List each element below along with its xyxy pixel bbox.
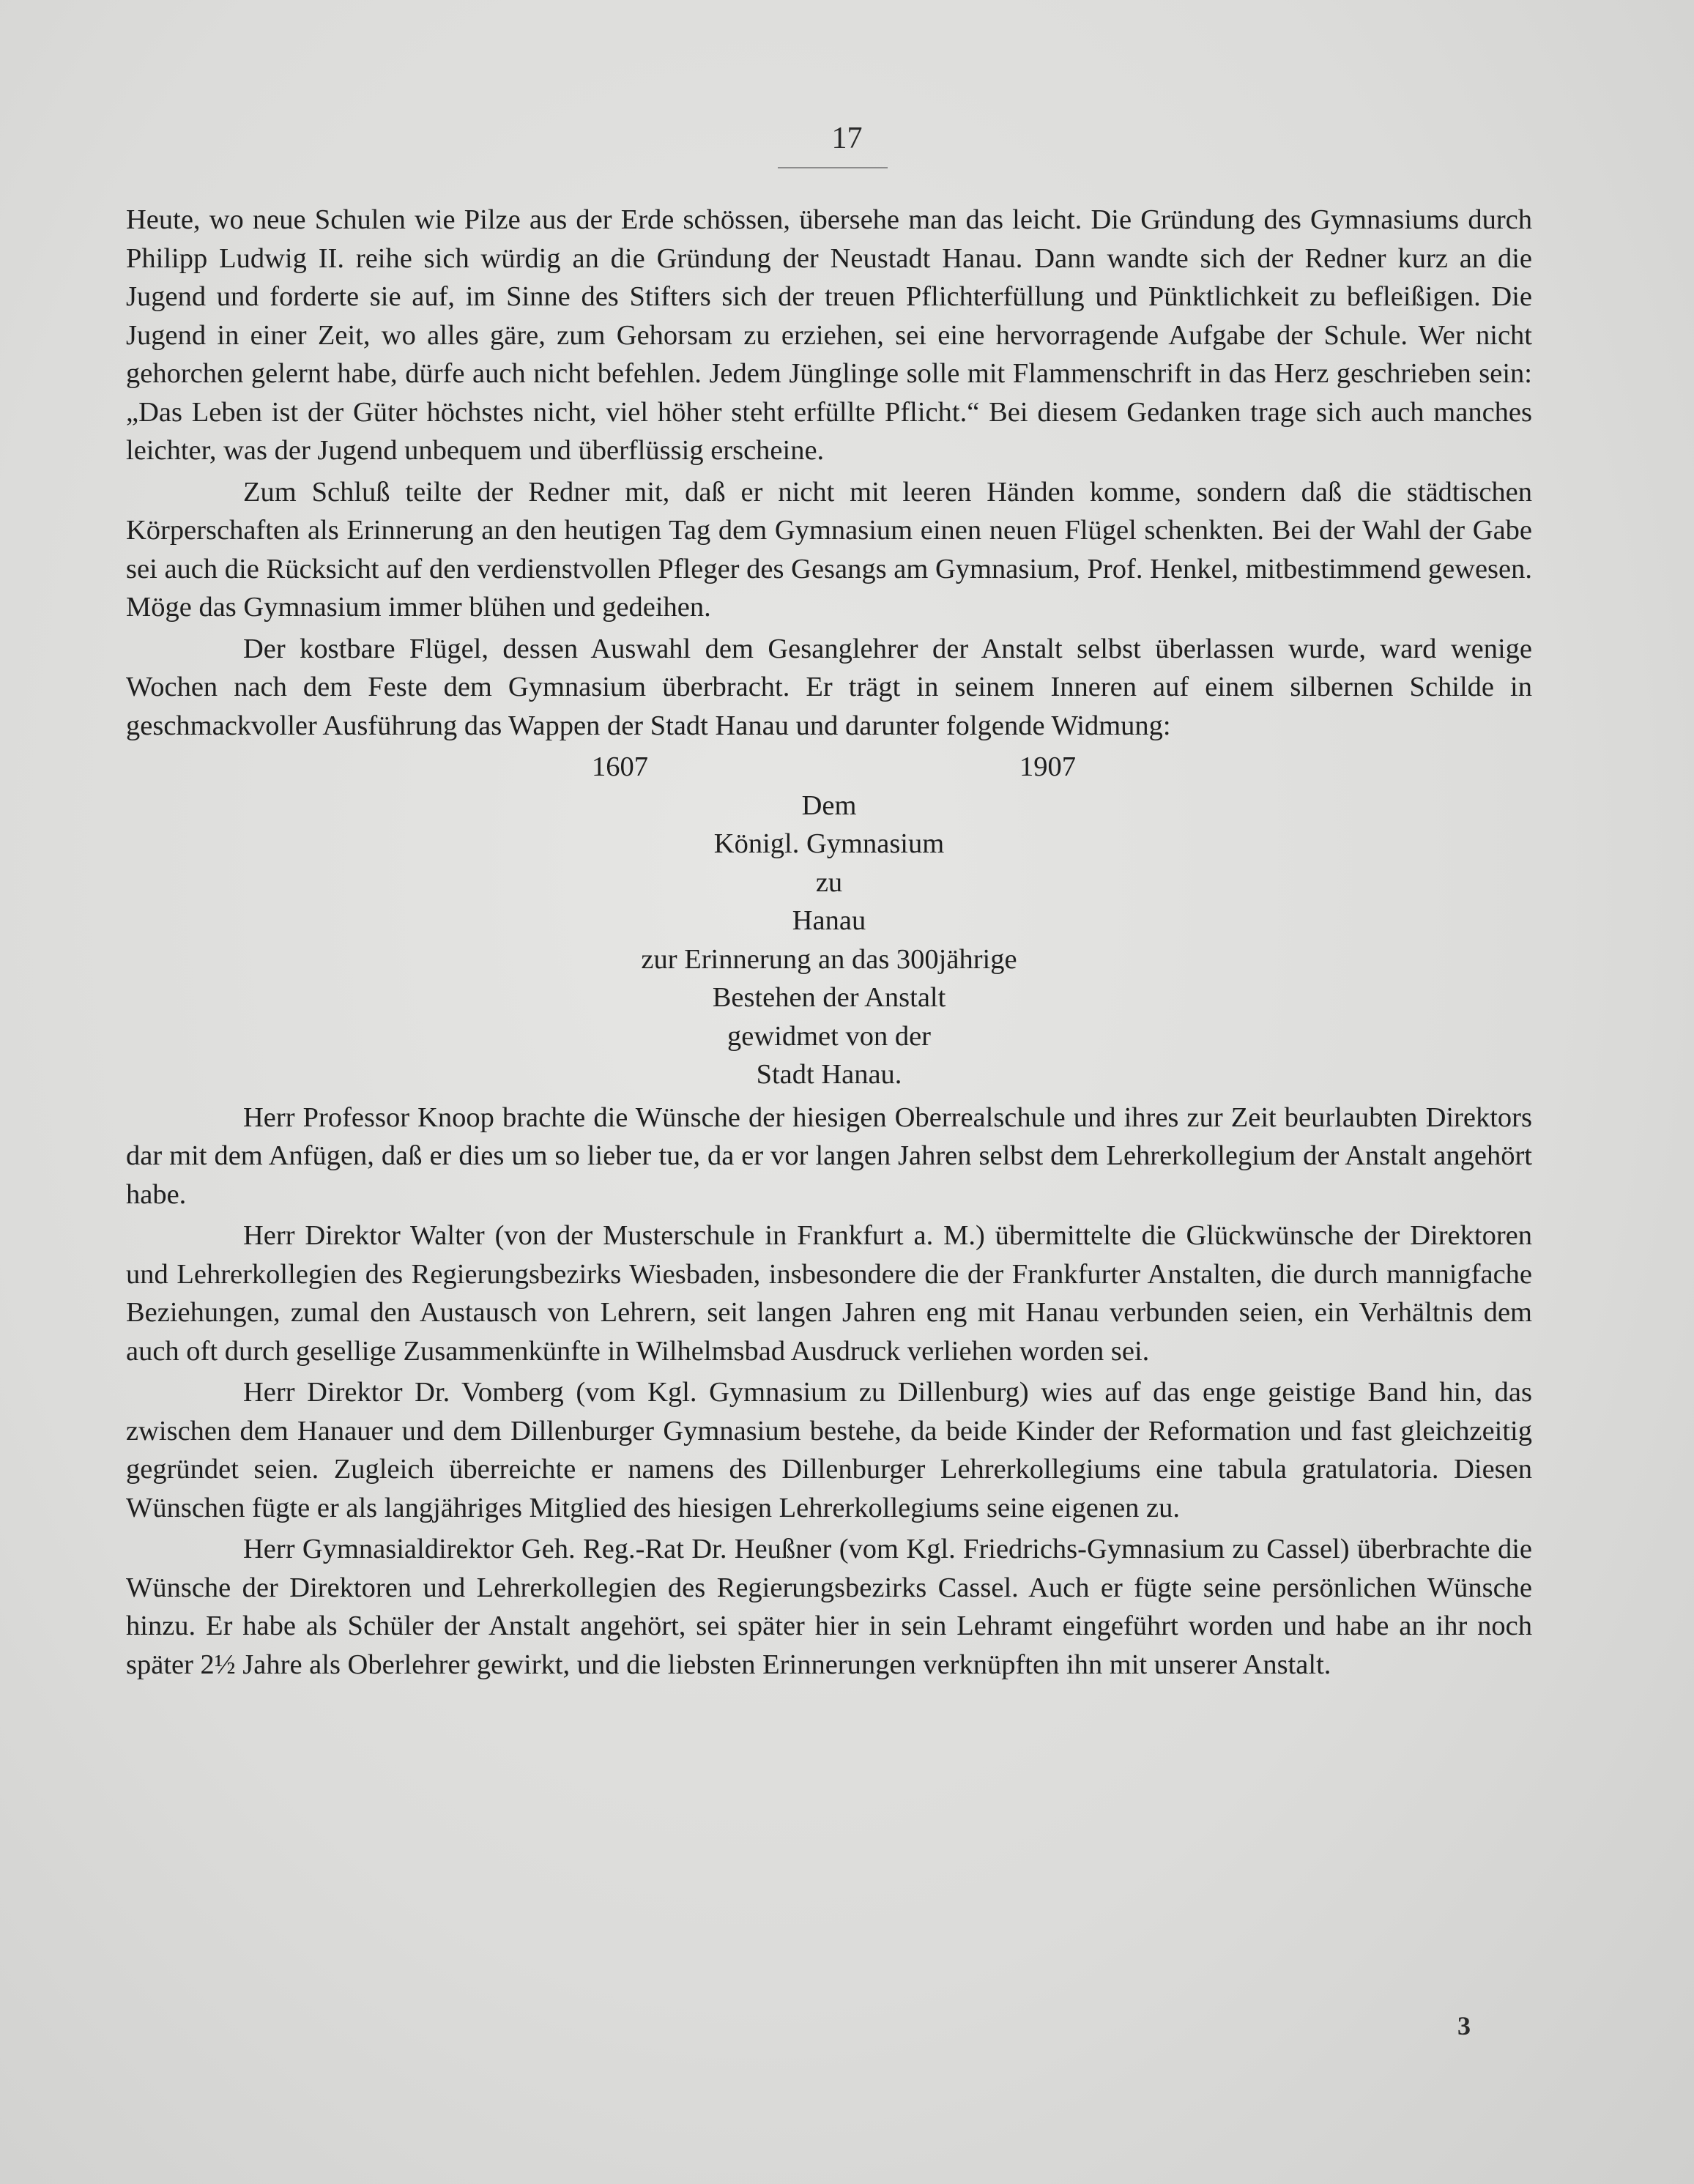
dedication-line: Stadt Hanau.: [756, 1059, 902, 1090]
paragraph: Herr Direktor Walter (von der Musterschule in Frankfurt a. M.) übermittelte die Glückwünsche der Direktoren und Lehrerkollegien des Regierungsbezirks Wiesbaden, insbesondere die der Frankfurter Anstalten, die durch mannigfache Beziehungen, zumal den Austausch von Lehrern, seit langen Jahren eng mit Hanau verbunden seien, ein Verhältnis dem auch oft durch gesellige Zusammenkünfte in Wilhelmsbad Ausdruck verliehen worden sei.: [126, 1220, 1532, 1367]
paragraph: Herr Direktor Dr. Vomberg (vom Kgl. Gymnasium zu Dillenburg) wies auf das enge geistige Band hin, das zwischen dem Hanauer und dem Dillenburger Gymnasium bestehe, da beide Kinder der Reformation und fast gleichzeitig gegründet seien. Zugleich überreichte er namens des Dillenburger Lehrerkollegiums eine tabula gratulatoria. Diesen Wünschen fügte er als langjähriges Mitglied des hiesigen Lehrerkollegiums seine eigenen zu.: [126, 1377, 1532, 1523]
page-number-rule: [778, 167, 888, 168]
paragraph: Herr Professor Knoop brachte die Wünsche der hiesigen Oberrealschule und ihres zur Zeit beurlaubten Direktors dar mit dem Anfügen, daß er dies um so lieber tue, da er vor langen Jahren selbst dem Lehrerkollegium der Anstalt angehört habe.: [126, 1102, 1532, 1210]
printer-signature-mark: 3: [1457, 2011, 1471, 2040]
dedication-line: Hanau: [792, 905, 866, 936]
paragraph: Herr Gymnasialdirektor Geh. Reg.-Rat Dr. Heußner (vom Kgl. Friedrichs-Gymnasium zu Cassel) überbrachte die Wünsche der Direktoren und Lehrerkollegien des Regierungsbezirks Cassel. Auch er fügte seine persönlichen Wünsche hinzu. Er habe als Schüler der Anstalt angehört, sei später hier in sein Lehramt eingeführt worden und habe an ihr noch später 2½ Jahre als Oberlehrer gewirkt, und die liebsten Erinnerungen verknüpften ihn mit unserer Anstalt.: [126, 1534, 1532, 1680]
paragraph: Heute, wo neue Schulen wie Pilze aus der Erde schössen, übersehe man das leicht. Die Gründung des Gymnasiums durch Philipp Ludwig II. reihe sich würdig an die Gründung der Neustadt Hanau. Dann wandte sich der Redner kurz an die Jugend und forderte sie auf, im Sinne des Stifters sich der treuen Pflichterfüllung und Pünktlichkeit zu befleißigen. Die Jugend in einer Zeit, wo alles gäre, zum Gehorsam zu erziehen, sei eine hervorragende Aufgabe der Schule. Wer nicht gehorchen gelernt habe, dürfe auch nicht befehlen. Jedem Jünglinge solle mit Flammenschrift in das Herz geschrieben sein: „Das Leben ist der Güter höchstes nicht, viel höher steht erfüllte Pflicht.“ Bei diesem Gedanken trage sich auch manches leichter, was der Jugend unbequem und überflüssig erscheine.: [126, 204, 1532, 466]
paragraph: Der kostbare Flügel, dessen Auswahl dem Gesanglehrer der Anstalt selbst überlassen wurde, ward wenige Wochen nach dem Feste dem Gymnasium überbracht. Er trägt in seinem Inneren auf einem silbernen Schilde in geschmackvoller Ausführung das Wappen der Stadt Hanau und darunter folgende Widmung:: [126, 633, 1532, 741]
page-number: 17: [831, 122, 863, 155]
dedication-line: gewidmet von der: [727, 1020, 931, 1052]
dedication-line: Bestehen der Anstalt: [712, 982, 946, 1013]
dedication-line: Königl. Gymnasium: [713, 828, 945, 859]
dedication-line: zu: [815, 866, 843, 898]
dedication-year-start: 1607: [592, 751, 648, 782]
dedication-year-end: 1907: [1019, 751, 1076, 782]
dedication-years: [126, 748, 1532, 787]
dedication-line: zur Erinnerung an das 300jährige: [641, 943, 1017, 975]
body-text: [126, 201, 1532, 1687]
dedication-line: Dem: [801, 790, 857, 821]
dedication-inscription: [126, 748, 1532, 1094]
paragraph: Zum Schluß teilte der Redner mit, daß er nicht mit leeren Händen komme, sondern daß die städtischen Körperschaften als Erinnerung an den heutigen Tag dem Gymnasium einen neuen Flügel schenkten. Bei der Wahl der Gabe sei auch die Rücksicht auf den verdienstvollen Pfleger des Gesangs am Gymnasium, Prof. Henkel, mitbestimmend gewesen. Möge das Gymnasium immer blühen und gedeihen.: [126, 476, 1532, 623]
